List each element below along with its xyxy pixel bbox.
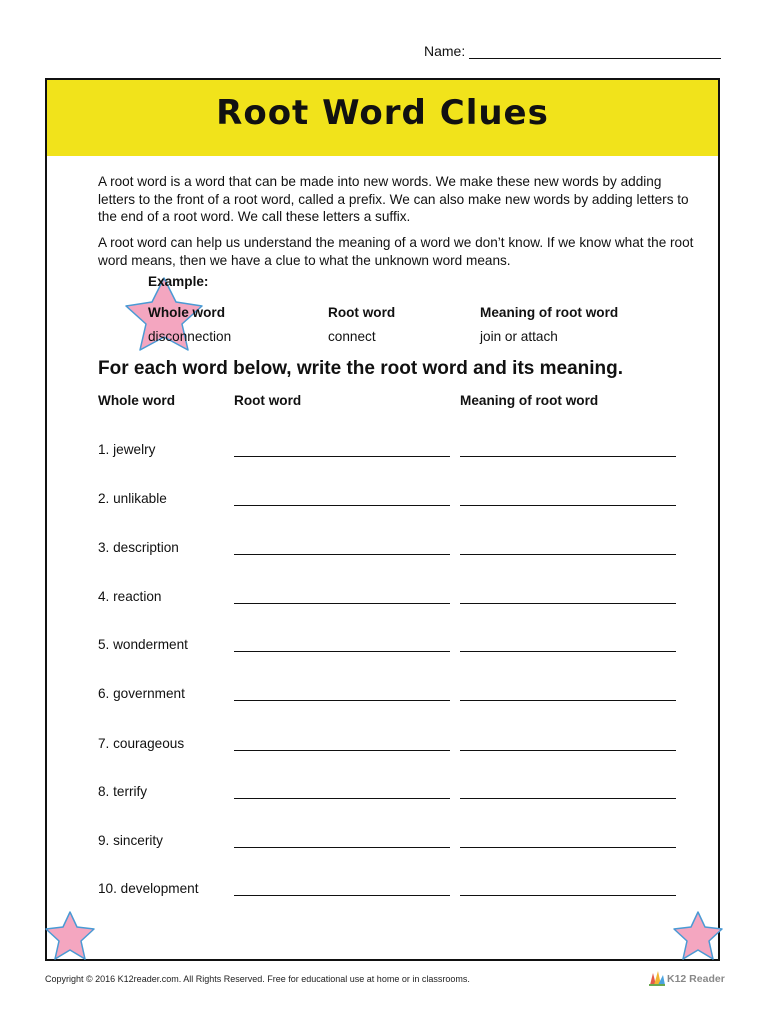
example-header-whole-word: Whole word — [148, 305, 226, 320]
whole-word: 8. terrify — [98, 784, 148, 799]
example-whole-word: disconnection — [148, 329, 232, 344]
table-row — [98, 784, 688, 804]
star-icon — [44, 910, 96, 962]
example-header-root-word: Root word — [328, 305, 396, 320]
k12reader-logo-icon — [648, 969, 666, 987]
root-word-answer-line[interactable] — [234, 603, 450, 604]
table-row — [98, 540, 688, 560]
table-row — [98, 881, 688, 901]
table-header-root-word: Root word — [234, 393, 302, 408]
table-row — [98, 736, 688, 756]
example-meaning: join or attach — [480, 329, 558, 344]
k12reader-brand: K12 Reader — [667, 973, 725, 985]
intro-paragraph-1: A root word is a word that can be made into new words. We make these new words by adding letters to the front of a root word, called a prefix. We can also make new words by adding letters to the end of a root word. We call these letters a suffix. — [98, 174, 689, 224]
intro-paragraph-2: A root word can help us understand the meaning of a word we don’t know. If we know what the root word means, then we have a clue to what the unknown word means. — [98, 235, 694, 268]
root-word-answer-line[interactable] — [234, 651, 450, 652]
instruction-heading: For each word below, write the root word and its meaning. — [98, 358, 624, 379]
table-row — [98, 491, 688, 511]
meaning-answer-line[interactable] — [460, 798, 676, 799]
root-word-answer-line[interactable] — [234, 505, 450, 506]
star-icon — [672, 910, 724, 962]
worksheet-title: Root Word Clues — [216, 93, 549, 133]
table-header-whole-word: Whole word — [98, 393, 176, 408]
whole-word: 1. jewelry — [98, 442, 156, 457]
root-word-answer-line[interactable] — [234, 750, 450, 751]
meaning-answer-line[interactable] — [460, 603, 676, 604]
meaning-answer-line[interactable] — [460, 750, 676, 751]
name-field[interactable] — [424, 43, 721, 59]
meaning-answer-line[interactable] — [460, 895, 676, 896]
name-label: Name: — [424, 43, 466, 59]
whole-word: 2. unlikable — [98, 491, 167, 506]
table-row — [98, 686, 688, 706]
table-row — [98, 637, 688, 657]
whole-word: 6. government — [98, 686, 185, 701]
table-row — [98, 833, 688, 853]
whole-word: 3. description — [98, 540, 179, 555]
whole-word: 9. sincerity — [98, 833, 163, 848]
meaning-answer-line[interactable] — [460, 456, 676, 457]
table-row — [98, 442, 688, 462]
root-word-answer-line[interactable] — [234, 798, 450, 799]
root-word-answer-line[interactable] — [234, 700, 450, 701]
meaning-answer-line[interactable] — [460, 651, 676, 652]
example-label: Example: — [148, 274, 209, 289]
k12reader-logo[interactable] — [648, 968, 728, 990]
whole-word: 10. development — [98, 881, 199, 896]
meaning-answer-line[interactable] — [460, 847, 676, 848]
whole-word: 7. courageous — [98, 736, 185, 751]
whole-word: 4. reaction — [98, 589, 162, 604]
example-header-meaning: Meaning of root word — [480, 305, 619, 320]
root-word-answer-line[interactable] — [234, 554, 450, 555]
name-blank-line[interactable] — [469, 44, 721, 59]
copyright-notice: Copyright © 2016 K12reader.com. All Rights Reserved. Free for educational use at home or in classrooms. — [45, 974, 470, 984]
root-word-answer-line[interactable] — [234, 847, 450, 848]
meaning-answer-line[interactable] — [460, 554, 676, 555]
whole-word: 5. wonderment — [98, 637, 188, 652]
root-word-answer-line[interactable] — [234, 456, 450, 457]
table-header-meaning: Meaning of root word — [460, 393, 599, 408]
table-row — [98, 589, 688, 609]
example-root-word: connect — [328, 329, 376, 344]
root-word-answer-line[interactable] — [234, 895, 450, 896]
meaning-answer-line[interactable] — [460, 700, 676, 701]
meaning-answer-line[interactable] — [460, 505, 676, 506]
